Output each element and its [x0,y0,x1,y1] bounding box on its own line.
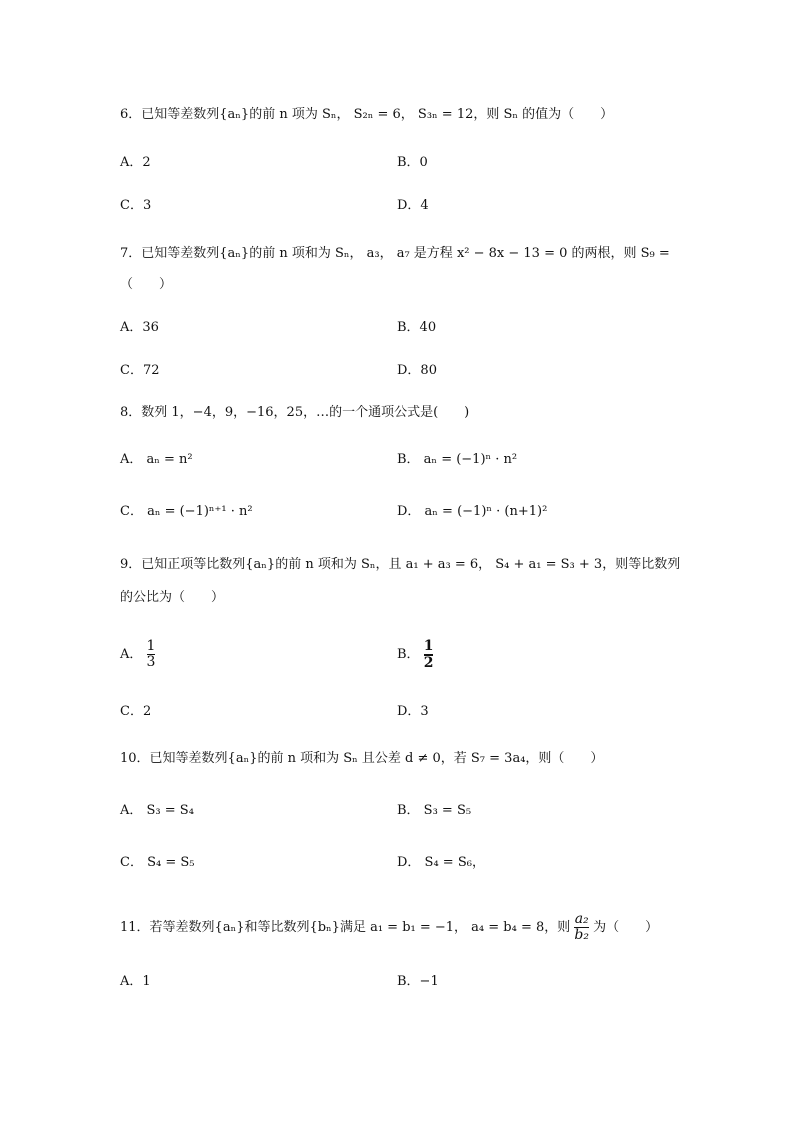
q9-option-a-label: A． [120,647,143,662]
q8-option-c[interactable]: C． aₙ = (−1)ⁿ⁺¹ · n² [120,504,253,519]
q7-option-c[interactable]: C．72 [120,363,160,378]
q6-option-b[interactable]: B．0 [397,155,428,170]
question-11-fraction [574,912,589,943]
q9-option-b-denominator: 2 [423,654,434,671]
q9-option-b-fraction [424,639,434,671]
question-11-fraction-denominator: b₂ [574,927,589,943]
q9-option-b-numerator: 1 [423,637,434,654]
q11-option-b[interactable]: B．−1 [397,974,439,989]
q8-option-d[interactable]: D． aₙ = (−1)ⁿ · (n+1)² [397,504,548,519]
q9-option-d[interactable]: D．3 [397,704,429,719]
q10-option-a[interactable]: A． S₃ = S₄ [120,803,194,818]
q10-option-d[interactable]: D． S₄ = S₆， [397,855,485,870]
q10-option-c[interactable]: C． S₄ = S₅ [120,855,195,870]
q8-option-a[interactable]: A． aₙ = n² [120,452,193,467]
q9-option-a-denominator: 3 [146,654,156,670]
q9-option-b[interactable] [397,636,433,674]
question-11-stem-pre: 11．若等差数列{aₙ}和等比数列{bₙ}满足 a₁ = b₁ = −1， a₄ = b₄ = 8，则 [120,920,571,935]
question-7-stem-cont: （ ） [120,277,173,292]
question-11-fraction-numerator: a₂ [574,911,589,927]
question-9-stem-cont: 的公比为（ ） [120,590,225,605]
question-7-stem: 7．已知等差数列{aₙ}的前 n 项和为 Sₙ， a₃， a₇ 是方程 x² − 8x − 13 = 0 的两根，则 S₉ = [120,246,670,261]
q8-option-b[interactable]: B． aₙ = (−1)ⁿ · n² [397,452,518,467]
q10-option-b[interactable]: B． S₃ = S₅ [397,803,472,818]
q6-option-c[interactable]: C．3 [120,198,152,213]
q7-option-d[interactable]: D．80 [397,363,437,378]
q9-option-c[interactable]: C．2 [120,704,152,719]
q9-option-a[interactable] [120,636,155,674]
question-8-stem: 8．数列 1，−4，9，−16，25，…的一个通项公式是( ) [120,405,470,420]
q9-option-a-fraction [147,639,156,670]
question-11-stem-post: 为（ ） [593,920,659,935]
q6-option-a[interactable]: A．2 [120,155,151,170]
q11-option-a[interactable]: A．1 [120,974,151,989]
question-10-stem: 10．已知等差数列{aₙ}的前 n 项和为 Sₙ 且公差 d ≠ 0，若 S₇ = 3a₄，则（ ） [120,751,604,766]
q9-option-a-numerator: 1 [146,638,156,654]
q9-option-b-label: B． [397,647,420,662]
question-11-stem [120,908,658,948]
question-9-stem: 9．已知正项等比数列{aₙ}的前 n 项和为 Sₙ，且 a₁ + a₃ = 6， S₄ + a₁ = S₃ + 3，则等比数列 [120,557,681,572]
q7-option-a[interactable]: A．36 [120,320,159,335]
q6-option-d[interactable]: D．4 [397,198,429,213]
question-6-stem: 6．已知等差数列{aₙ}的前 n 项为 Sₙ， S₂ₙ = 6， S₃ₙ = 12，则 Sₙ 的值为（ ） [120,107,614,122]
q7-option-b[interactable]: B．40 [397,320,437,335]
